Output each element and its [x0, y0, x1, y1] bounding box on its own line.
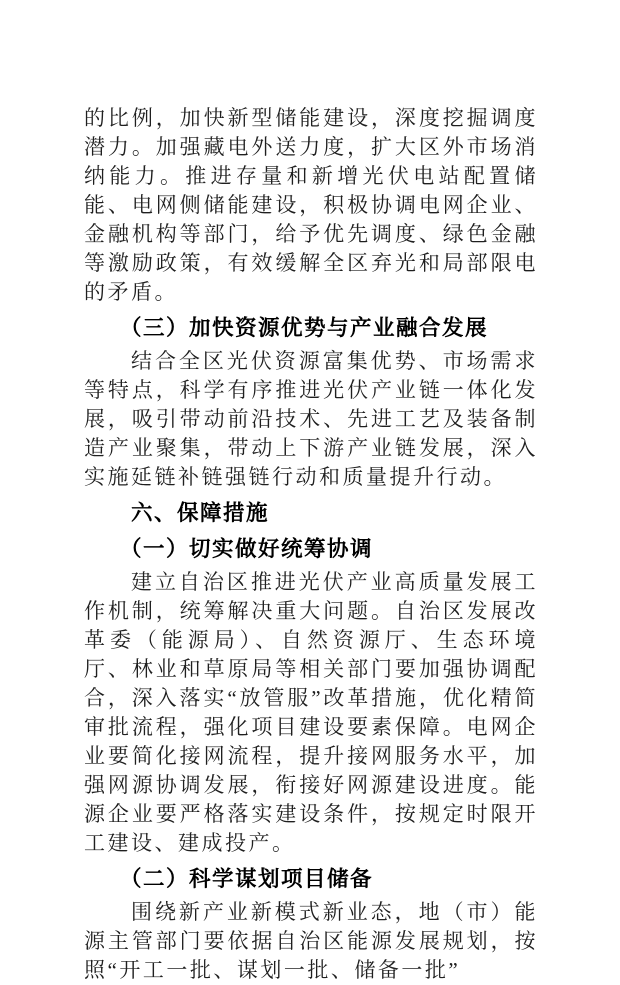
sub-heading-1-overall-coordination: （一）切实做好统筹协调 — [120, 537, 374, 561]
document-text-column — [84, 104, 538, 985]
paragraph-continuation: 的比例，加快新型储能建设，深度挖掘调度潜力。加强藏电外送力度，扩大区外市场消纳能力。推进存量和新增光伏电站配置储能、电网侧储能建设，积极协调电网企业、金融机构等部门，给予优先调度、绿色金融等激励政策，有效缓解全区弃光和局部限电的矛盾。 — [84, 106, 538, 304]
sub-heading-2-project-reserve-planning: （二）科学谋划项目储备 — [120, 867, 374, 891]
sub-heading-3-resource-advantage-industry-integration: （三）加快资源优势与产业融合发展 — [120, 316, 489, 340]
section-heading-6-safeguard-measures: 六、保障措施 — [131, 501, 270, 525]
paragraph-industry-chain: 结合全区光伏资源富集优势、市场需求等特点，科学有序推进光伏产业链一体化发展，吸引带动前沿技术、先进工艺及装备制造产业聚集，带动上下游产业链发展，深入实施延链补链强链行动和质量提升行动。 — [84, 349, 538, 489]
paragraph-coordination-mechanism: 建立自治区推进光伏产业高质量发展工作机制，统筹解决重大问题。自治区发展改革委（能源局）、自然资源厅、生态环境厅、林业和草原局等相关部门要加强协调配合，深入落实“放管服”改革措施，优化精简审批流程，强化项目建设要素保障。电网企业要简化接网流程，提升接网服务水平，加强网源协调发展，衔接好网源建设进度。能源企业要严格落实建设条件，按规定时限开工建设、建成投产。 — [84, 570, 538, 855]
paragraph-project-reserve: 围绕新产业新模式新业态，地（市）能源主管部门要依据自治区能源发展规划，按照“开工一批、谋划一批、储备一批” — [84, 900, 538, 982]
